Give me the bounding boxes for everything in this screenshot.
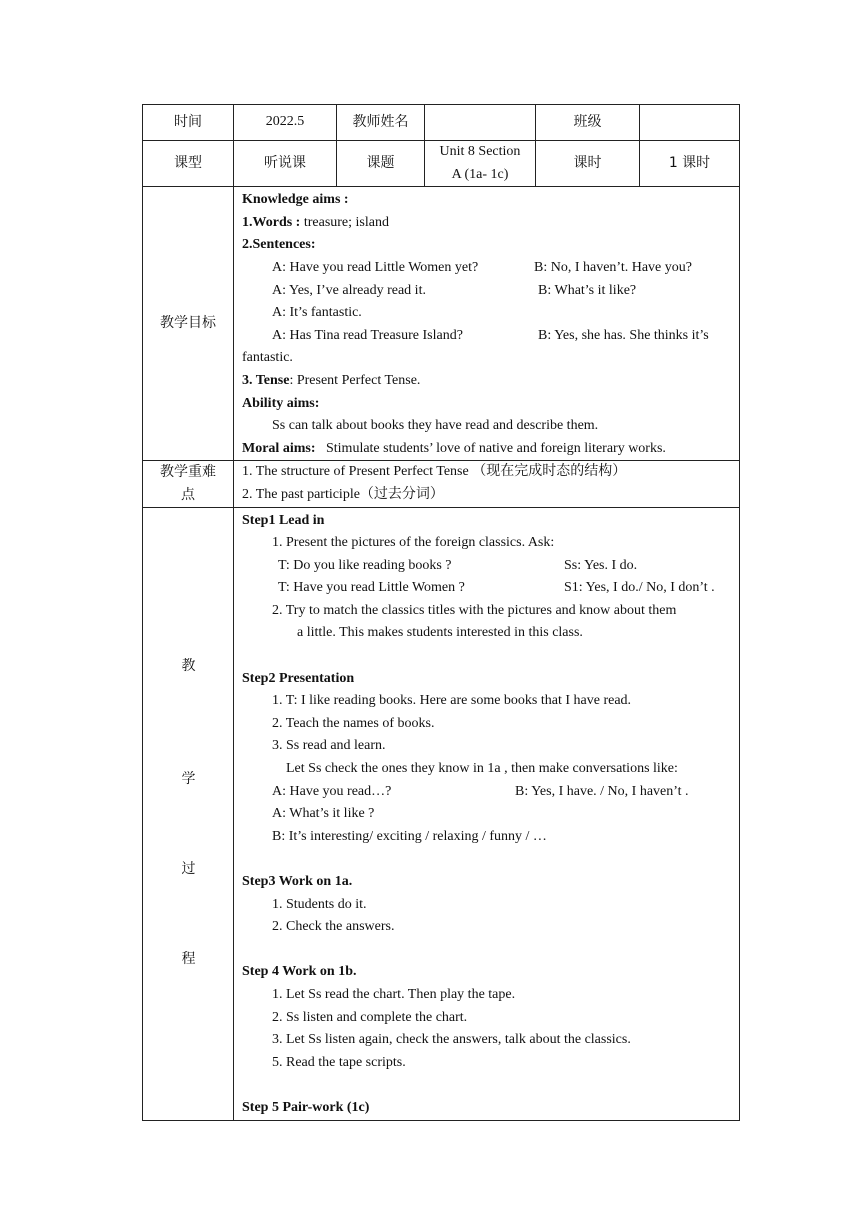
tense-text: : Present Perfect Tense. — [289, 372, 421, 388]
step1-dialog-1b: Ss: Yes. I do. — [564, 557, 638, 573]
words-label: 1.Words : — [242, 214, 301, 230]
sentence-2b: B: What’s it like? — [538, 282, 637, 298]
process-label-char-2: 学 — [181, 770, 196, 787]
words-text: treasure; island — [300, 214, 389, 230]
sentence-1a: A: Have you read Little Women yet? — [272, 259, 479, 275]
goals-row — [143, 187, 740, 461]
step1-dialog-1a: T: Do you like reading books ? — [278, 557, 452, 573]
step1-item-2b: a little. This makes students interested in this class. — [297, 625, 583, 641]
sentence-line-1 — [242, 257, 731, 280]
ability-title: Ability aims: — [242, 395, 320, 411]
sentence-4b: B: Yes, she has. She thinks it’s — [538, 327, 709, 343]
step4-item-5: 5. Read the tape scripts. — [272, 1054, 406, 1070]
spacer — [242, 645, 731, 668]
sentence-line-4 — [242, 325, 731, 348]
lesson-plan-table — [142, 104, 740, 1121]
time-label: 时间 — [143, 105, 234, 141]
sentence-line-5: fantastic. — [242, 350, 293, 366]
tense-line — [242, 370, 731, 393]
teacher-value — [425, 105, 536, 141]
step3-item-2: 2. Check the answers. — [272, 919, 395, 935]
sentence-2a: A: Yes, I’ve already read it. — [272, 282, 426, 298]
step4-item-1: 1. Let Ss read the chart. Then play the tape. — [272, 986, 516, 1002]
process-label-char-4: 程 — [181, 950, 196, 967]
header-row-1 — [143, 105, 740, 141]
spacer — [242, 848, 731, 871]
step1-dialog-2a: T: Have you read Little Women ? — [278, 580, 465, 596]
process-row — [143, 507, 740, 1120]
type-value: 听说课 — [234, 141, 337, 187]
words-line — [242, 212, 731, 235]
step4-item-3: 3. Let Ss listen again, check the answers, talk about the classics. — [272, 1032, 631, 1048]
class-label: 班级 — [536, 105, 640, 141]
step3-title: Step3 Work on 1a. — [242, 874, 353, 889]
step3-item-1: 1. Students do it. — [272, 896, 367, 912]
keypoints-row — [143, 461, 740, 507]
step2-item-4: Let Ss check the ones they know in 1a , then make conversations like: — [286, 761, 678, 777]
step2-dialog-1a: A: Have you read…? — [272, 783, 392, 799]
step1-dialog-2b: S1: Yes, I do./ No, I don’t . — [564, 580, 715, 596]
topic-value — [425, 141, 536, 187]
teacher-label: 教师姓名 — [337, 105, 425, 141]
tense-label: 3. Tense — [242, 372, 290, 388]
step1-item-2a: 2. Try to match the classics titles with the pictures and know about them — [272, 602, 677, 618]
step1-title: Step1 Lead in — [242, 512, 325, 528]
step2-title: Step2 Presentation — [242, 670, 355, 686]
topic-label: 课题 — [337, 141, 425, 187]
ability-text: Ss can talk about books they have read and describe them. — [272, 418, 599, 434]
sentence-1b: B: No, I haven’t. Have you? — [534, 259, 692, 275]
step1-dialog-2 — [242, 577, 731, 600]
keypoint-2: 2. The past participle（过去分词） — [242, 486, 444, 502]
topic-line-2: A (1a- 1c) — [451, 166, 509, 182]
goals-content — [234, 187, 740, 461]
step2-dialog-2: A: What’s it like ? — [272, 806, 375, 822]
class-value — [640, 105, 740, 141]
step4-title: Step 4 Work on 1b. — [242, 964, 357, 980]
keypoints-label-line-1: 教学重难 — [160, 464, 216, 481]
header-row-2 — [143, 141, 740, 187]
lesson-plan-document — [142, 104, 739, 1121]
time-value: 2022.5 — [234, 105, 337, 141]
knowledge-title: Knowledge aims : — [242, 192, 349, 208]
topic-line-1: Unit 8 Section — [439, 144, 521, 159]
keypoints-label — [143, 461, 234, 507]
step2-item-2: 2. Teach the names of books. — [272, 715, 435, 731]
step5-title: Step 5 Pair-work (1c) — [242, 1099, 370, 1115]
sentence-line-2 — [242, 280, 731, 303]
step1-dialog-1 — [242, 555, 731, 578]
process-label-char-3: 过 — [181, 860, 196, 877]
moral-line — [242, 438, 731, 461]
keypoint-1: 1. The structure of Present Perfect Tense （现在完成时态的结构） — [242, 464, 627, 480]
spacer — [242, 1074, 731, 1097]
keypoints-label-line-2: 点 — [181, 486, 195, 503]
hours-label: 课时 — [536, 141, 640, 187]
hours-value: 1 课时 — [640, 141, 740, 187]
step2-item-3: 3. Ss read and learn. — [272, 738, 386, 754]
keypoints-content — [234, 461, 740, 507]
spacer — [242, 939, 731, 962]
process-content — [234, 507, 740, 1120]
step4-item-2: 2. Ss listen and complete the chart. — [272, 1009, 468, 1025]
sentence-line-3: A: It’s fantastic. — [272, 305, 362, 321]
moral-label: Moral aims: — [242, 440, 316, 456]
sentence-4a: A: Has Tina read Treasure Island? — [272, 327, 463, 343]
goals-label: 教学目标 — [143, 187, 234, 461]
process-label — [143, 507, 234, 1120]
step2-item-1: 1. T: I like reading books. Here are some books that I have read. — [272, 693, 632, 709]
step2-dialog-1b: B: Yes, I have. / No, I haven’t . — [515, 783, 689, 799]
step2-dialog-1 — [242, 781, 731, 804]
step2-dialog-3: B: It’s interesting/ exciting / relaxing / funny / … — [272, 828, 547, 844]
process-label-char-1: 教 — [181, 657, 196, 674]
moral-text: Stimulate students’ love of native and foreign literary works. — [325, 440, 666, 456]
step1-item-1: 1. Present the pictures of the foreign classics. Ask: — [272, 535, 555, 551]
type-label: 课型 — [143, 141, 234, 187]
sentences-title: 2.Sentences: — [242, 237, 316, 253]
